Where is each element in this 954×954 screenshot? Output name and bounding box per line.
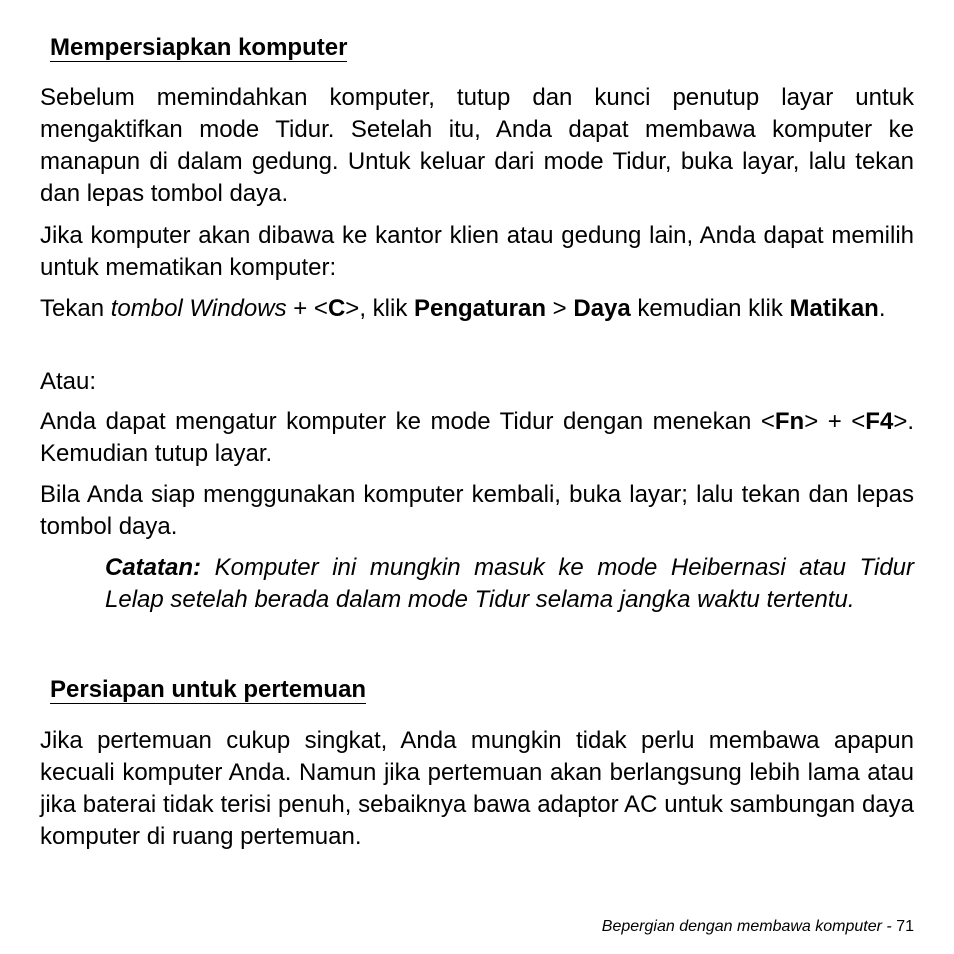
text-run: > + < — [804, 408, 866, 435]
text-run: kemudian klik — [630, 295, 790, 322]
paragraph-jika-pertemuan: Jika pertemuan cukup singkat, Anda mungkin tidak perlu membawa apapun kecuali komputer Anda. Namun jika pertemuan akan berlangsung lebih lama atau jika baterai tidak terisi penuh, sebaiknya bawa adaptor AC untuk sambungan daya komputer di ruang pertemuan. — [40, 727, 914, 850]
footer-title: Bepergian dengan membawa komputer - — [601, 918, 892, 935]
paragraph-atau: Atau: — [40, 368, 97, 395]
key-fn: Fn — [774, 408, 805, 435]
page-number: 71 — [896, 918, 914, 935]
menu-matikan: Matikan — [789, 295, 879, 322]
page-footer — [602, 917, 914, 937]
text-run: + < — [286, 295, 328, 322]
section-heading-mempersiapkan — [50, 34, 347, 62]
heading-text: Persiapan untuk pertemuan — [50, 676, 367, 703]
note-catatan — [105, 552, 914, 616]
text-run: Anda dapat mengatur komputer ke mode Tidur dengan menekan < — [40, 408, 775, 435]
heading-text: Mempersiapkan komputer — [50, 34, 348, 61]
key-c: C — [327, 295, 346, 322]
paragraph-jika-komputer: Jika komputer akan dibawa ke kantor klien atau gedung lain, Anda dapat memilih untuk mematikan komputer: — [40, 222, 914, 281]
text-run: Tekan — [40, 295, 111, 322]
text-run: > — [546, 295, 574, 322]
menu-daya: Daya — [573, 295, 631, 322]
paragraph-anda-dapat — [40, 406, 914, 470]
text-run-italic: tombol Windows — [110, 295, 287, 322]
text-run: . — [878, 295, 886, 322]
text-run: >. Kemudian tutup layar. — [40, 408, 914, 467]
note-label: Catatan: — [105, 554, 202, 581]
menu-pengaturan: Pengaturan — [413, 295, 547, 322]
document-page — [40, 0, 914, 954]
key-f4: F4 — [865, 408, 894, 435]
section-heading-persiapan — [50, 676, 366, 704]
paragraph-bila-anda: Bila Anda siap menggunakan komputer kembali, buka layar; lalu tekan dan lepas tombol daya. — [40, 481, 914, 540]
paragraph-tekan — [40, 293, 914, 325]
note-text: Komputer ini mungkin masuk ke mode Heibernasi atau Tidur Lelap setelah berada dalam mode Tidur selama jangka waktu tertentu. — [105, 554, 914, 613]
paragraph-sebelum: Sebelum memindahkan komputer, tutup dan kunci penutup layar untuk mengaktifkan mode Tidur. Setelah itu, Anda dapat membawa komputer ke manapun di dalam gedung. Untuk keluar dari mode Tidur, buka layar, lalu tekan dan lepas tombol daya. — [40, 84, 914, 207]
text-run: >, klik — [345, 295, 414, 322]
